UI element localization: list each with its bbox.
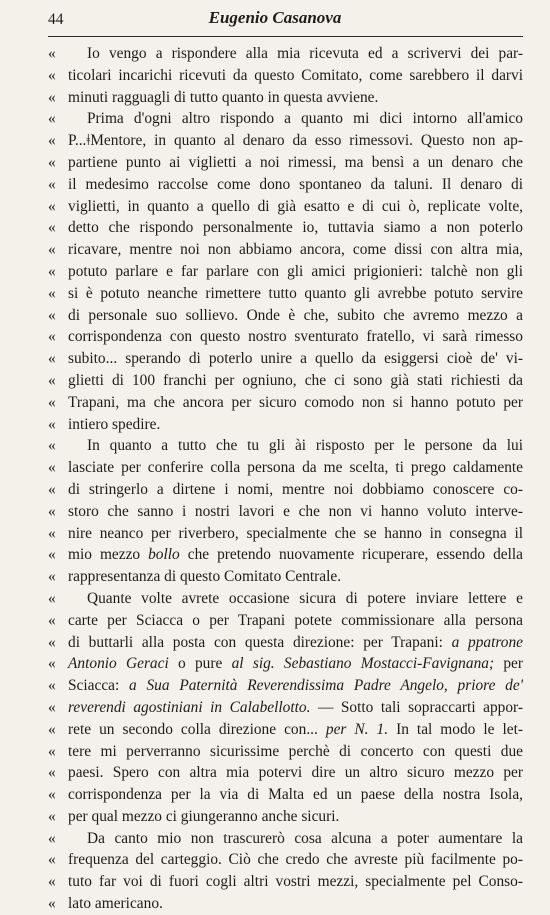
quote-mark: « — [48, 459, 56, 477]
line-text: reverendi agostiniani in Calabellotto. — Sotto tali sopraccarti appor- — [68, 698, 523, 716]
quote-mark: « — [48, 306, 56, 324]
quote-mark: « — [48, 502, 56, 520]
line-text: lasciate per conferire colla persona da me scelta, ti prego caldamente — [68, 459, 523, 477]
text-line — [0, 544, 550, 566]
line-text: tuto far voi di fuori cogli altri vostri mezzi, specialmente pel Conso- — [68, 873, 523, 891]
line-text: Prima d'ogni altro rispondo a quanto mi dici intorno all'amico — [87, 110, 523, 128]
text-line — [0, 196, 550, 218]
text-line — [0, 871, 550, 893]
line-text: carte per Sciacca o per Trapani potete commissionare alla persona — [68, 611, 523, 629]
quote-mark: « — [48, 393, 56, 411]
text-line — [0, 610, 550, 632]
line-text: nire neanco per riverbero, specialmente che se hanno in consegna il — [68, 524, 523, 542]
text-line — [0, 479, 550, 501]
quote-mark: « — [48, 328, 56, 346]
line-text: Da canto mio non trascurerò cosa alcuna a poter aumentare la — [87, 829, 523, 847]
line-text: glietti di 100 franchi per ogniuno, che ci sono già stati richiesti da — [68, 371, 523, 389]
line-text: detto che rispondo personalmente io, tuttavia siamo a non poterlo — [68, 219, 523, 237]
line-text: Quante volte avrete occasione sicura di potere inviare lettere e — [87, 589, 523, 607]
quote-mark: « — [48, 88, 56, 106]
line-text: partiene punto ai viglietti a noi rimessi, ma bensì a un denaro che — [68, 153, 523, 171]
line-text: subito... sperando di poterlo unire a quello da esiggersi cioè de' vi- — [68, 350, 523, 368]
quote-mark: « — [48, 895, 56, 913]
text-line — [0, 65, 550, 87]
quote-mark: « — [48, 437, 56, 455]
quote-mark: « — [48, 764, 56, 782]
line-text: Io vengo a rispondere alla mia ricevuta ed a scrivervi dei par- — [87, 45, 523, 62]
line-text: si è potuto neanche rimettere tutto quanto gli avrebbe potuto servire — [68, 284, 523, 302]
line-text: lato americano. — [68, 895, 163, 913]
line-text: di buttarli alla posta con questa direzione: per Trapani: a ppatrone — [68, 633, 524, 651]
quote-mark: « — [48, 568, 56, 586]
line-text: il medesimo raccolse come dono spontaneo da taluni. Il denaro di — [68, 175, 523, 193]
text-line — [0, 697, 550, 719]
quote-mark: « — [48, 66, 56, 84]
text-line — [0, 675, 550, 697]
line-text: rappresentanza di questo Comitato Centrale. — [68, 568, 342, 586]
text-line — [0, 784, 550, 806]
text-line — [0, 370, 550, 392]
line-text: corrispondenza per la via di Malta ed un paese della nostra Isola, — [68, 786, 523, 804]
quote-mark: « — [48, 546, 56, 564]
line-text: Sciacca: a Sua Paternità Reverendissima Padre Angelo, priore de' — [68, 677, 524, 695]
line-text: frequenza del carteggio. Ciò che credo che avreste più facilmente po- — [68, 851, 523, 869]
text-line — [0, 239, 550, 261]
text-line — [0, 849, 550, 871]
quote-mark: « — [48, 807, 56, 825]
line-text: per qual mezzo ci giungeranno anche sicuri. — [68, 807, 340, 825]
text-line — [0, 87, 550, 109]
quote-mark: « — [48, 589, 56, 607]
quote-mark: « — [48, 698, 56, 716]
line-text: intiero spedire. — [68, 415, 161, 433]
quote-mark: « — [48, 110, 56, 128]
text-line — [0, 501, 550, 523]
line-text: corrispondenza con questo nostro sventurato fratello, vi sarà rimesso — [68, 328, 523, 346]
text-line — [0, 457, 550, 479]
line-text: ricavare, mentre noi non abbiamo ancora, come dissi con altra mia, — [68, 241, 523, 259]
text-line — [0, 653, 550, 675]
text-line — [0, 435, 550, 457]
quote-mark: « — [48, 197, 56, 215]
quote-mark: « — [48, 786, 56, 804]
quote-mark: « — [48, 132, 56, 150]
line-text: paesi. Spero con altra mia potervi dire un altro sicuro mezzo per — [68, 764, 523, 782]
text-line — [0, 523, 550, 545]
text-line — [0, 130, 550, 152]
text-line — [0, 632, 550, 654]
quote-mark: « — [48, 45, 56, 62]
text-line — [0, 261, 550, 283]
quote-mark: « — [48, 371, 56, 389]
quote-mark: « — [48, 480, 56, 498]
line-text: rete un secondo colla direzione con... per N. 1. In tal modo le let- — [68, 720, 523, 738]
quote-mark: « — [48, 851, 56, 869]
text-line — [0, 348, 550, 370]
text-line — [0, 414, 550, 436]
quote-mark: « — [48, 742, 56, 760]
text-line — [0, 588, 550, 610]
text-line — [0, 174, 550, 196]
quote-mark: « — [48, 262, 56, 280]
line-text: minuti ragguagli di tutto quanto in questa avviene. — [68, 88, 379, 106]
quote-mark: « — [48, 153, 56, 171]
quote-mark: « — [48, 720, 56, 738]
line-text: di stringerlo a dirtene i nomi, mentre noi dobbiamo conoscere co- — [68, 480, 523, 498]
text-line — [0, 305, 550, 327]
running-title: Eugenio Casanova — [208, 8, 342, 27]
text-line — [0, 828, 550, 850]
text-line — [0, 893, 550, 915]
line-text: Antonio Geraci o pure al sig. Sebastiano Mostacci-Favignana; per — [68, 655, 524, 673]
page-header — [0, 8, 550, 34]
line-text: viglietti, in quanto a quello di già esatto e di cui ò, replicate volte, — [68, 197, 523, 215]
text-line — [0, 108, 550, 130]
text-line — [0, 152, 550, 174]
quote-mark: « — [48, 524, 56, 542]
quote-mark: « — [48, 219, 56, 237]
text-line — [0, 566, 550, 588]
line-text: Trapani, ma che ancora per sicuro comodo non si hanno potuto per — [68, 393, 523, 411]
line-text: di personale suo sollievo. Onde è che, subito che avremo mezzo a — [68, 306, 523, 324]
line-text: potuto parlare e far parlare con gli amici prigionieri: talchè non gli — [68, 262, 523, 280]
quote-mark: « — [48, 829, 56, 847]
quote-mark: « — [48, 677, 56, 695]
text-line — [0, 283, 550, 305]
text-line — [0, 326, 550, 348]
text-line — [0, 392, 550, 414]
line-text: mio mezzo bollo che pretendo nuovamente ricuperare, essendo della — [68, 546, 523, 564]
quote-mark: « — [48, 633, 56, 651]
text-line — [0, 217, 550, 239]
quote-mark: « — [48, 284, 56, 302]
body-text — [0, 43, 550, 915]
quote-mark: « — [48, 241, 56, 259]
quote-mark: « — [48, 873, 56, 891]
text-line — [0, 43, 550, 65]
text-line — [0, 806, 550, 828]
text-line — [0, 741, 550, 763]
line-text: tere mi perverranno sicurissime perchè di concerto con questi due — [68, 742, 523, 760]
quote-mark: « — [48, 350, 56, 368]
line-text: ticolari incarichi ricevuti da questo Comitato, come sarebbero il darvi — [68, 66, 523, 84]
line-text: P...ǂMentore, in quanto al denaro da esso rimessovi. Questo non ap- — [68, 132, 523, 150]
quote-mark: « — [48, 415, 56, 433]
line-text: storo che sanno i nostri lavori e che non vi hanno voluto interve- — [68, 502, 523, 520]
text-line — [0, 719, 550, 741]
quote-mark: « — [48, 175, 56, 193]
page-number: 44 — [48, 11, 64, 28]
line-text: In quanto a tutto che tu gli ài risposto per le persone da lui — [87, 437, 523, 455]
header-rule — [48, 36, 523, 37]
text-line — [0, 762, 550, 784]
quote-mark: « — [48, 655, 56, 673]
quote-mark: « — [48, 611, 56, 629]
